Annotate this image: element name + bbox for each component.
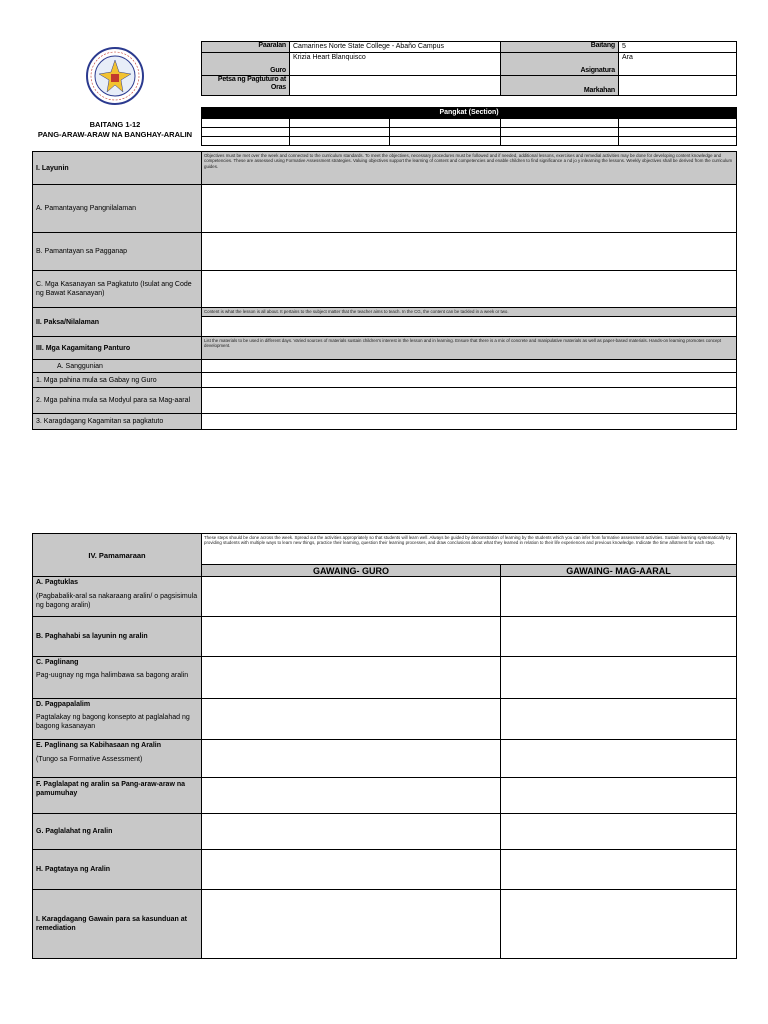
pagpapalalim-title: D. Pagpapalalim [36, 701, 91, 708]
paaralan-label: Paaralan [202, 42, 290, 53]
gabay-guro-input[interactable] [202, 373, 737, 388]
layunin-note: Objectives must be met over the week and connected to the curriculum standards. To meet the objectives, necessary procedures must be followed and if needed, additional lessons, exercises and remedial activities may be done for developing content knowledge and competencies. These are assessed using Formative Assessment strategies. Valuing objectives support the learning of content and competencies and enable children to find significance a nd jo y inlearning the lessons. Weekly objectives shall be derived from the curriculum guides. [202, 152, 737, 185]
paglinang-sub: Pag-uugnay ng mga halimbawa sa bagong aralin [36, 672, 189, 679]
paksa-label: II. Paksa/Nilalaman [33, 308, 202, 337]
pangkat-cell[interactable] [619, 128, 737, 137]
title-line-1: BAITANG 1-12 [89, 120, 141, 129]
deped-seal-logo [85, 46, 145, 106]
document-title [30, 120, 200, 140]
pangkat-cell[interactable] [390, 128, 501, 137]
kasanayan-label: C. Mga Kasanayan sa Pagkatuto (Isulat ang Code ng Bawat Kasanayan) [33, 271, 202, 308]
pamamaraan-note: These steps should be done across the week. Spread out the activities appropriately so that students will learn well. Always be guided by demonstration of learning by the students which you can infer from formative assessment activities. Sustain learning systematically by providing students with multiple ways to learn new things, practice their learning, question their learning processes, and draw conclusions about what they learned in relation to their life experiences and previous knowledge. Indicate the time allotment for each step. [202, 534, 737, 565]
header-info-table [201, 41, 737, 96]
kabihasaan-mag-aaral-input[interactable] [501, 740, 737, 778]
pangkat-cell[interactable] [202, 137, 290, 146]
karagdagang-kagamitan-input[interactable] [202, 414, 737, 430]
pangkat-cell[interactable] [290, 137, 390, 146]
asignatura-value[interactable]: Ara [619, 53, 737, 76]
karagdagang-gawain-mag-aaral-input[interactable] [501, 890, 737, 959]
pagtuklas-title: A. Pagtuklas [36, 579, 79, 586]
guro-label: Guro [202, 53, 290, 76]
pangkat-cell[interactable] [290, 128, 390, 137]
pangkat-cell[interactable] [501, 119, 619, 128]
layunin-label: I. Layunin [33, 152, 202, 185]
pamamaraan-label: IV. Pamamaraan [33, 534, 202, 577]
pagtataya-mag-aaral-input[interactable] [501, 850, 737, 890]
paglalahat-mag-aaral-input[interactable] [501, 814, 737, 850]
paglalahat-label: G. Paglalahat ng Aralin [33, 814, 202, 850]
gawaing-mag-aaral-header: GAWAING- MAG-AARAL [501, 565, 737, 577]
paghahabi-label: B. Paghahabi sa layunin ng aralin [33, 617, 202, 657]
pagtataya-label: H. Pagtataya ng Aralin [33, 850, 202, 890]
kabihasaan-guro-input[interactable] [202, 740, 501, 778]
pagpapalalim-mag-aaral-input[interactable] [501, 699, 737, 740]
petsa-value[interactable] [290, 76, 501, 96]
baitang-value[interactable]: 5 [619, 42, 737, 53]
paglinang-title: C. Paglinang [36, 659, 79, 666]
kagamitan-label: III. Mga Kagamitang Panturo [33, 337, 202, 360]
paghahabi-guro-input[interactable] [202, 617, 501, 657]
paglalahat-guro-input[interactable] [202, 814, 501, 850]
paglinang-mag-aaral-input[interactable] [501, 657, 737, 699]
pagtuklas-mag-aaral-input[interactable] [501, 577, 737, 617]
paksa-note: Content is what the lesson is all about. It pertains to the subject matter that the teacher aims to teach. In the CG, the content can be tackled in a week or two. [202, 308, 737, 317]
paghahabi-mag-aaral-input[interactable] [501, 617, 737, 657]
sanggunian-input[interactable] [202, 360, 737, 373]
modyul-label: 2. Mga pahina mula sa Modyul para sa Mag-aaral [33, 388, 202, 414]
pamamaraan-table [32, 533, 737, 959]
kabihasaan-label [33, 740, 202, 778]
pagtuklas-guro-input[interactable] [202, 577, 501, 617]
pamantayang-pangnilalaman-input[interactable] [202, 185, 737, 233]
title-line-2: PANG-ARAW-ARAW NA BANGHAY-ARALIN [37, 130, 193, 139]
pangkat-cell[interactable] [619, 137, 737, 146]
paglinang-label [33, 657, 202, 699]
petsa-label: Petsa ng Pagtuturo at Oras [202, 76, 290, 96]
pamantayan-pagganap-input[interactable] [202, 233, 737, 271]
pangkat-cell[interactable] [619, 119, 737, 128]
pagtuklas-sub: (Pagbabalik-aral sa nakaraang aralin/ o pagsisimula ng bagong aralin) [36, 593, 198, 609]
sanggunian-label: A. Sanggunian [33, 360, 202, 373]
paaralan-value[interactable]: Camarines Norte State College - Abaño Campus [290, 42, 501, 53]
pangkat-header: Pangkat (Section) [202, 108, 737, 119]
pangkat-table [201, 107, 737, 146]
karagdagang-gawain-guro-input[interactable] [202, 890, 501, 959]
pamantayan-pagganap-label: B. Pamantayan sa Pagganap [33, 233, 202, 271]
gabay-guro-label: 1. Mga pahina mula sa Gabay ng Guro [33, 373, 202, 388]
layunin-table [32, 151, 737, 430]
paglinang-guro-input[interactable] [202, 657, 501, 699]
pangkat-cell[interactable] [501, 137, 619, 146]
pangkat-cell[interactable] [501, 128, 619, 137]
pangkat-cell[interactable] [290, 119, 390, 128]
pagpapalalim-guro-input[interactable] [202, 699, 501, 740]
kabihasaan-sub: (Tungo sa Formative Assessment) [36, 756, 143, 763]
paksa-input[interactable] [202, 317, 737, 337]
kabihasaan-title: E. Paglinang sa Kabihasaan ng Aralin [36, 742, 161, 749]
pangkat-cell[interactable] [390, 119, 501, 128]
pagtataya-guro-input[interactable] [202, 850, 501, 890]
pagtuklas-label [33, 577, 202, 617]
pangkat-cell[interactable] [202, 128, 290, 137]
baitang-label: Baitang [501, 42, 619, 53]
kagamitan-note: List the materials to be used in different days. Varied sources of materials sustain children's interest in the lesson and in learning. Ensure that there is a mix of concrete and manipulative materials as well as paper-based materials. Hands-on learning promotes concept development. [202, 337, 737, 360]
markahan-value[interactable] [619, 76, 737, 96]
karagdagang-gawain-label: I. Karagdagang Gawain para sa kasunduan at remediation [33, 890, 202, 959]
markahan-label: Markahan [501, 76, 619, 96]
pamantayang-pangnilalaman-label: A. Pamantayang Pangnilalaman [33, 185, 202, 233]
paglalapat-mag-aaral-input[interactable] [501, 778, 737, 814]
pagpapalalim-label [33, 699, 202, 740]
gawaing-guro-header: GAWAING- GURO [202, 565, 501, 577]
kasanayan-input[interactable] [202, 271, 737, 308]
pangkat-cell[interactable] [390, 137, 501, 146]
paglalapat-guro-input[interactable] [202, 778, 501, 814]
pangkat-cell[interactable] [202, 119, 290, 128]
asignatura-label: Asignatura [501, 53, 619, 76]
guro-value[interactable]: Krizia Heart Blanquisco [290, 53, 501, 76]
pagpapalalim-sub: Pagtalakay ng bagong konsepto at paglalahad ng bagong kasanayan [36, 714, 190, 730]
paglalapat-label: F. Paglalapat ng aralin sa Pang-araw-araw na pamumuhay [33, 778, 202, 814]
modyul-input[interactable] [202, 388, 737, 414]
karagdagang-kagamitan-label: 3. Karagdagang Kagamitan sa pagkatuto [33, 414, 202, 430]
